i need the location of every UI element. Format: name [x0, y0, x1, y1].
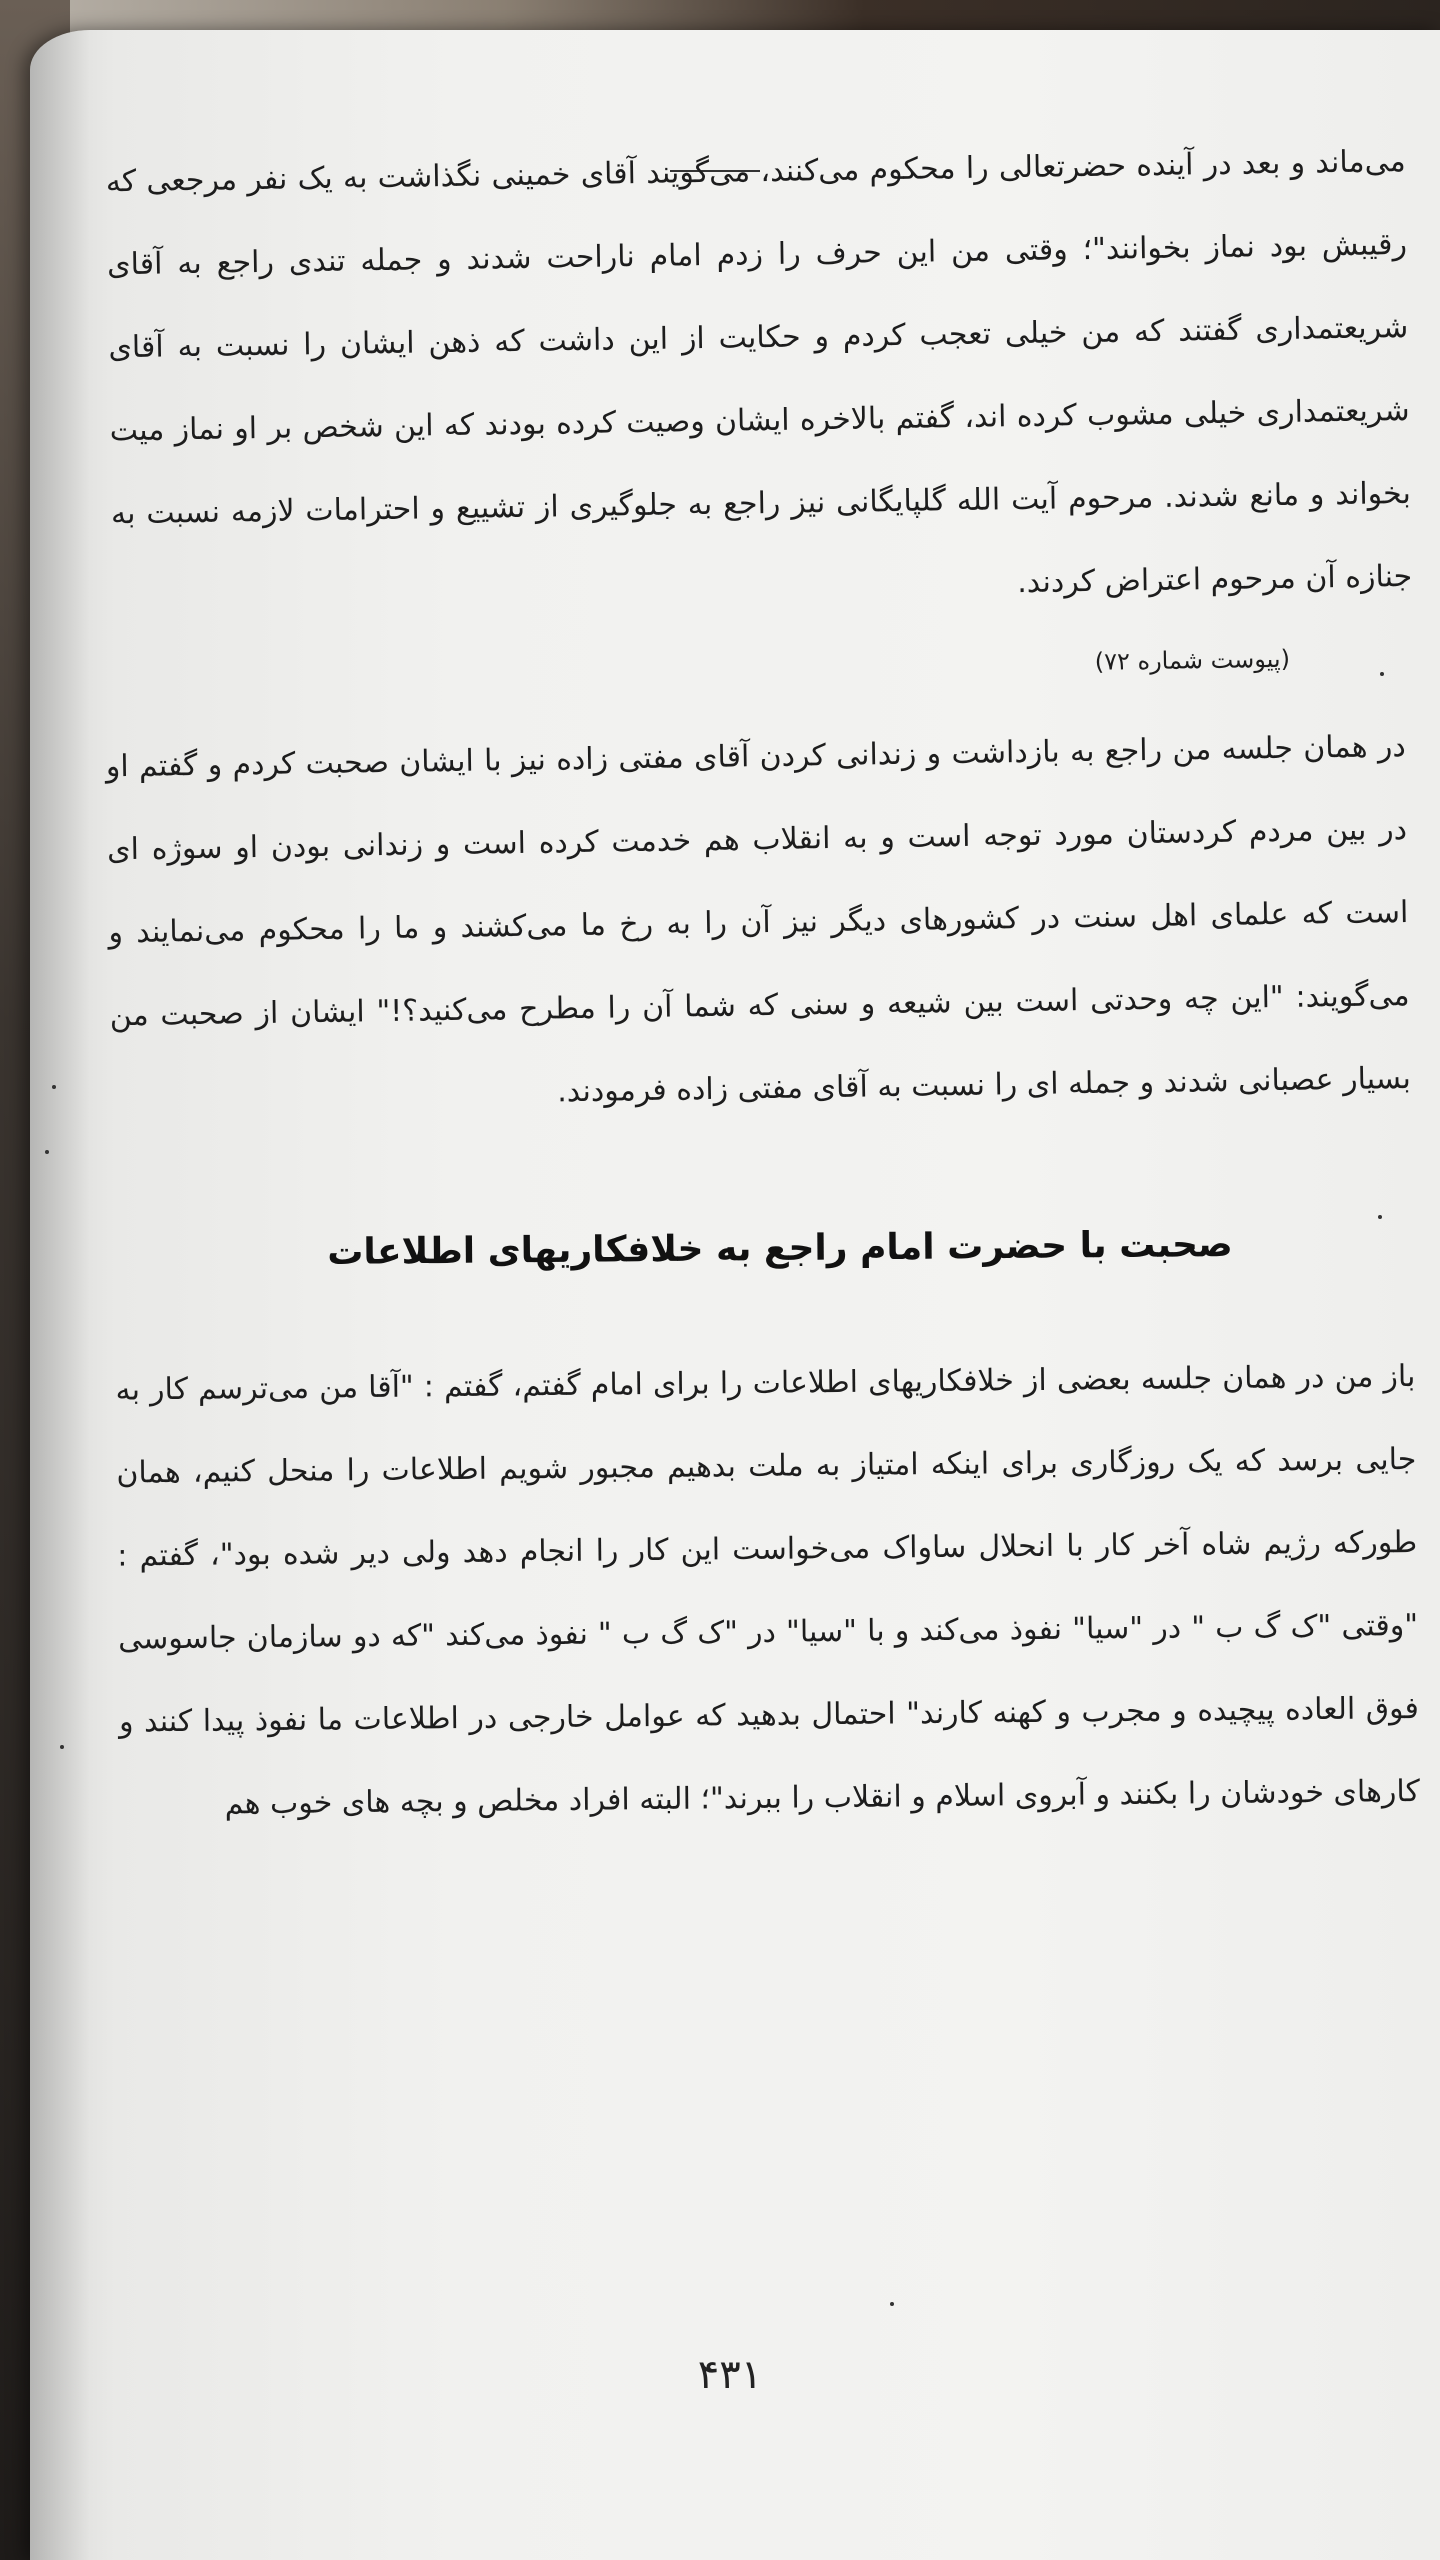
- page-number: ۴۳۱: [697, 2352, 763, 2398]
- ink-speck: [1378, 1215, 1382, 1219]
- ink-speck: [1380, 672, 1384, 676]
- section-heading: صحبت با حضرت امام راجع به خلافکاریهای اطلاعات: [327, 1224, 1233, 1273]
- paragraph-2-text: در همان جلسه من راجع به بازداشت و زندانی کردن آقای مفتی زاده نیز با ایشان صحبت کردم و گفتم او در بین مردم کردستان مورد توجه است و به انقلاب هم خدمت کرده است و زندانی بودن او سوژه ای است که علمای اهل سنت در کشورهای دیگر نیز آن را به رخ ما می‌کشند و ما را محکوم می‌نمایند و می‌گویند: "این چه وحدتی است بین شیعه و سنی که شما آن را مطرح می‌کنید؟!" ایشان از صحبت من بسیار عصبانی شدند و جمله ای را نسبت به آقای مفتی زاده فرمودند.: [105, 728, 1412, 1110]
- ink-speck: [45, 1150, 49, 1154]
- ink-speck: [52, 1085, 56, 1089]
- attachment-note: (پیوست شماره ۷۲): [1094, 644, 1291, 676]
- page-curl-shadow: [30, 30, 90, 2560]
- paragraph-1: [105, 120, 1413, 618]
- paragraph-3-text: باز من در همان جلسه بعضی از خلافکاریهای اطلاعات را برای امام گفتم، گفتم : "آقا من می‌ترسم کار به جایی برسد که یک روزگاری برای اینکه امتیاز به ملت بدهیم مجبور شویم اطلاعات را منحل کنیم، همان طورکه رژیم شاه آخر کار با انحلال ساواک می‌خواست این کار را انجام دهد ولی دیر شده بود"، گفتم : "وقتی "ک گ ب " در "سیا" نفوذ می‌کند و با "سیا" در "ک گ ب " نفوذ می‌کند "که دو سازمان جاسوسی فوق العاده پیچیده و مجرب و کهنه کارند" احتمال بدهید که عوامل خارجی در اطلاعات ما نفوذ پیدا کنند و کارهای خودشان را بکنند و آبروی اسلام و انقلاب را ببرند"؛ البته افراد مخلص و بچه های خوب هم: [115, 1358, 1420, 1822]
- ink-speck: [60, 1745, 64, 1749]
- paragraph-3: [115, 1335, 1420, 1833]
- paragraph-1-text: می‌ماند و بعد در آینده حضرتعالی را محکوم می‌کنند، می‌گویند آقای خمینی نگذاشت به یک نفر مرجعی که رقیبش بود نماز بخوانند"؛ وقتی من این حرف را زدم امام ناراحت شدند و جمله تندی راجع به آقای شریعتمداری گفتند که من خیلی تعجب کردم و حکایت از این داشت که ذهن ایشان را نسبت به آقای شریعتمداری خیلی مشوب کرده اند، گفتم بالاخره ایشان وصیت کرده بودند که این شخص بر او نماز میت بخواند و مانع شدند. مرحوم آیت الله گلپایگانی نیز راجع به جلوگیری از تشییع و احترامات لازمه نسبت به جنازه آن مرحوم اعتراض کردند.: [105, 143, 1413, 601]
- ink-speck: [890, 2302, 894, 2306]
- paragraph-2: [105, 705, 1412, 1120]
